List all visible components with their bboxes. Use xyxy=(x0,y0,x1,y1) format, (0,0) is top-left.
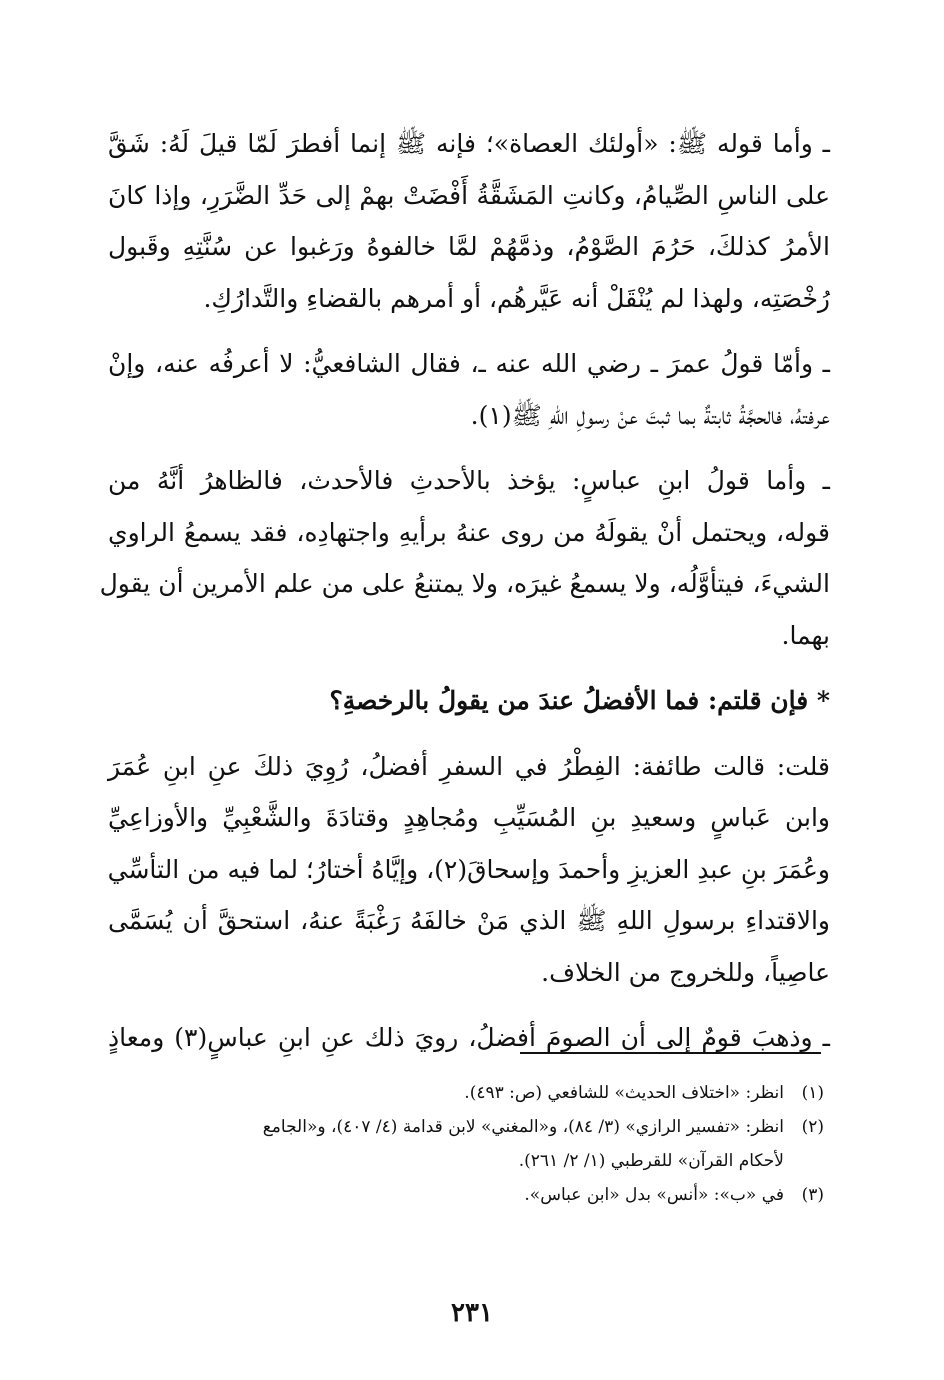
footnotes xyxy=(108,1076,824,1212)
paragraph-sawm-afdal xyxy=(108,1012,830,1064)
footnote-2 xyxy=(108,1110,824,1178)
paragraph-awlaika-al-usat xyxy=(108,118,830,324)
paragraph-qawl-umar xyxy=(108,338,830,441)
footnote-line: انظر: «تفسير الرازي» (٣/ ٨٤)، و«المغني» لابن قدامة (٤/ ٤٠٧)، و«الجامع xyxy=(262,1117,784,1137)
paragraph-qawl-ibn-abbas xyxy=(99,455,830,661)
text-line: عاصِياً، وللخروج من الخلاف. xyxy=(541,957,830,987)
text-line: ـ وأمّا قولُ عمرَ ـ رضي الله عنه ـ، فقال الشافعيُّ: لا أعرفُه عنه، وإنْ xyxy=(108,349,830,378)
footnote-line: في «ب»: «أنس» بدل «ابن عباس». xyxy=(524,1185,784,1205)
footnote-text xyxy=(108,1076,784,1110)
text-line: وعُمَرَ بنِ عبدِ العزيزِ وأحمدَ وإسحاقَ(٢)، وإيَّاهُ أختارُ؛ لما فيه من التأسِّي xyxy=(107,854,830,884)
footnote-number: (٣) xyxy=(801,1185,824,1205)
text-line: بهما. xyxy=(781,620,830,650)
footnote-line: انظر: «اختلاف الحديث» للشافعي (ص: ٤٩٣). xyxy=(464,1083,784,1103)
footnote-number: (٢) xyxy=(801,1117,824,1137)
text-line: عرفتهُ، فالحجَّةُ ثابتةٌ بما ثبتَ عنْ رسولِ اللهِ ﷺ(١). xyxy=(470,400,830,430)
text-line: الأمرُ كذلكَ، حَرُمَ الصَّوْمُ، وذمَّهُمْ لمَّا خالفوهُ ورَغبوا عن سُنَّتِهِ وقَبول xyxy=(108,232,830,261)
footnote-text xyxy=(108,1110,784,1178)
page-number: ٢٣١ xyxy=(451,1298,493,1328)
footnote-text xyxy=(108,1178,784,1212)
text-line: وابن عَباسٍ وسعيدِ بنِ المُسَيِّبِ ومُجاهِدٍ وقتادَةَ والشَّعْبِيِّ والأوزاعِيِّ xyxy=(108,803,830,832)
text-line: الشيءَ، فيتأوَّلُه، ولا يسمعُ غيرَه، ولا يمتنعُ على من علم الأمرين أن يقول xyxy=(99,569,830,598)
footnote-number: (١) xyxy=(801,1083,824,1103)
text-line: قوله، ويحتمل أنْ يقولَهُ من روى عنهُ برأيهِ واجتهادِه، فقد يسمعُ الراوي xyxy=(108,517,830,547)
text-line: رُخْصَتِه، ولهذا لم يُنْقَلْ أنه عَيَّرهُم، أو أمرهم بالقضاءِ والتَّدارُكِ. xyxy=(203,283,830,313)
text-line: على الناسِ الصِّيامُ، وكانتِ المَشَقَّةُ أَفْضَتْ بهمْ إلى حَدِّ الضَّرَرِ، وإذا كانَ xyxy=(108,180,830,210)
footnote-line: لأحكام القرآن» للقرطبي (١/ ٢/ ٢٦١). xyxy=(518,1151,784,1171)
footnote-1 xyxy=(108,1076,824,1110)
main-text xyxy=(99,118,830,1078)
text-line: ـ وأما قوله ﷺ: «أولئك العصاة»؛ فإنه ﷺ إنما أفطرَ لَمّا قيلَ لَهُ: شَقَّ xyxy=(108,129,830,158)
paragraph-answer xyxy=(108,741,830,999)
text-line: ـ وذهبَ قومٌ إلى أن الصومَ أفضلُ، رويَ ذلك عنِ ابنِ عباسٍ(٣) ومعاذٍ xyxy=(108,1023,830,1052)
footnote-3 xyxy=(108,1178,824,1212)
text-line: قلت: قالت طائفة: الفِطْرُ في السفرِ أفضلُ، رُوِيَ ذلكَ عنِ ابنِ عُمَرَ xyxy=(108,751,830,781)
question-heading xyxy=(108,675,830,727)
text-line: والاقتداءِ برسولِ اللهِ ﷺ الذي مَنْ خالفَهُ رَغْبَةً عنهُ، استحقَّ أن يُسَمَّى xyxy=(108,906,830,935)
text-line: * فإن قلتم: فما الأفضلُ عندَ من يقولُ بالرخصةِ؟ xyxy=(329,686,830,715)
text-line: ـ وأما قولُ ابنِ عباسٍ: يؤخذ بالأحدثِ فالأحدث، فالظاهرُ أنَّهُ من xyxy=(108,466,830,495)
footnote-separator xyxy=(520,1052,821,1054)
